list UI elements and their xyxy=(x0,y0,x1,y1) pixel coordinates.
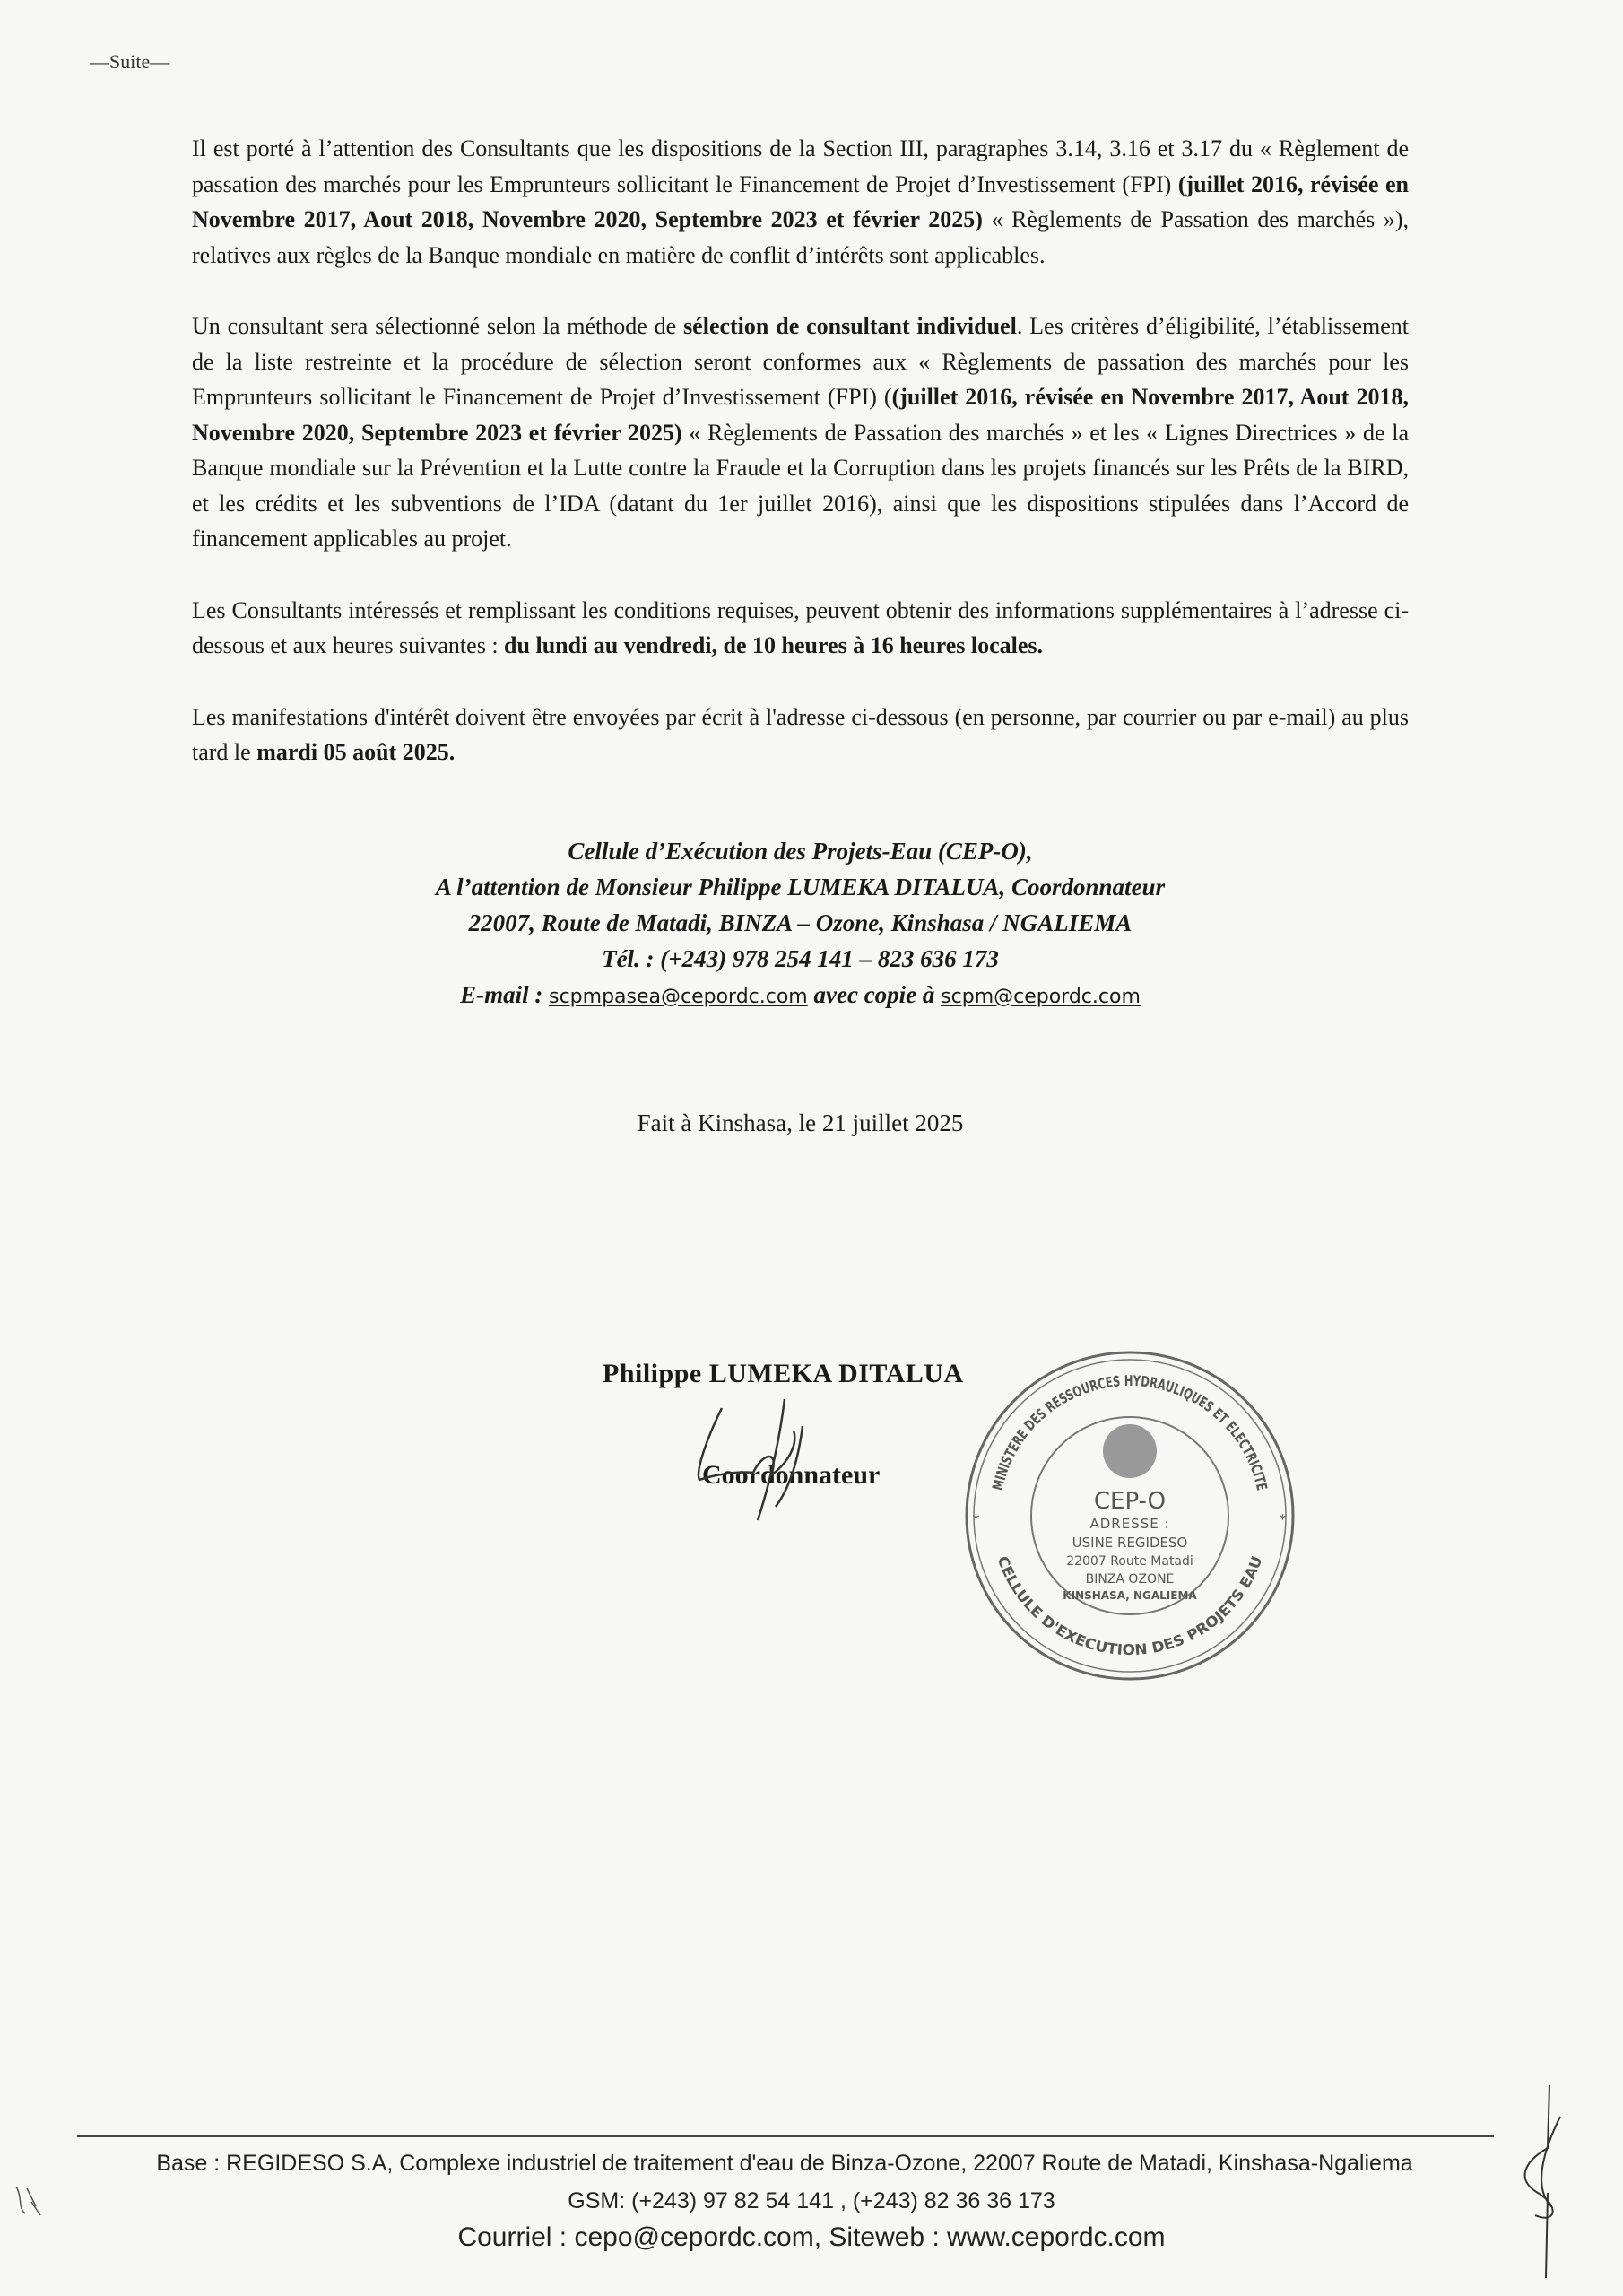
bold-text: (juillet 2016, révisée en Novembre 2017, Aout 2018, Novembre 2020, Septembre 2023 et février 2025) xyxy=(192,384,1409,446)
address-line-1: Cellule d’Exécution des Projets-Eau (CEP-O), xyxy=(568,837,1033,865)
continuation-header: —Suite— xyxy=(90,50,170,73)
body-text: Un consultant sera sélectionné selon la méthode de xyxy=(192,313,684,339)
stamp-star-icon: * xyxy=(1279,1510,1287,1528)
bold-text: sélection de consultant individuel xyxy=(683,313,1017,339)
letter-body xyxy=(192,131,1409,1141)
address-phone: Tél. : (+243) 978 254 141 – 823 636 173 xyxy=(602,944,999,972)
address-line-3: 22007, Route de Matadi, BINZA – Ozone, Kinshasa / NGALIEMA xyxy=(468,909,1133,936)
stamp-top-text: MINISTERE DES RESSOURCES HYDRAULIQUES ET ELECTRICITE xyxy=(988,1371,1271,1495)
signatory-role: Coordonnateur xyxy=(702,1460,881,1490)
body-text: Les Consultants intéressés et remplissant les conditions requises, peuvent obtenir des informations supplémentaires à l’adresse ci-dessous et aux heures suivantes : xyxy=(192,596,1409,658)
place-and-date: Fait à Kinshasa, le 21 juillet 2025 xyxy=(637,1109,964,1136)
bold-text: du lundi au vendredi, de 10 heures à 16 heures locales. xyxy=(504,632,1044,658)
address-email-line xyxy=(138,977,1462,1015)
handwritten-signature xyxy=(646,1363,915,1543)
footer-divider xyxy=(77,2135,1494,2137)
paragraph-information xyxy=(192,593,1409,664)
stamp-line-2: USINE REGIDESO xyxy=(1072,1535,1188,1551)
email-link-primary[interactable]: scpmpasea@cepordc.com xyxy=(549,985,808,1008)
svg-text:CELLULE D'EXECUTION DES PROJET xyxy=(994,1553,1266,1658)
footer-contact: Courriel : cepo@cepordc.com, Siteweb : www.cepordc.com xyxy=(457,2222,1166,2252)
body-text: « Règlements de Passation des marchés »), relatives aux règles de la Banque mondiale en matière de conflit d’intérêts sont applicables. xyxy=(192,206,1409,268)
paragraph-deadline xyxy=(192,700,1409,770)
email-link-copy[interactable]: scpm@cepordc.com xyxy=(941,985,1141,1008)
footer-phone: GSM: (+243) 97 82 54 141 , (+243) 82 36 36 173 xyxy=(568,2188,1055,2213)
stamp-title: CEP-O xyxy=(1093,1488,1167,1515)
paragraph-conflict-of-interest xyxy=(192,131,1409,273)
copy-label: avec copie à xyxy=(813,980,935,1008)
address-block xyxy=(138,833,1462,1015)
email-label: E-mail : xyxy=(460,980,543,1008)
stamp-line-4: BINZA OZONE xyxy=(1085,1572,1175,1587)
stamp-line-1: ADRESSE : xyxy=(1089,1516,1170,1532)
body-text: « Règlements de Passation des marchés » et les « Lignes Directrices » de la Banque mondiale sur la Prévention et la Lutte contre la Fraude et la Corruption dans les projets financés sur les Prêts de la BIRD, et les crédits et les subventions de l’IDA (datant du 1er juillet 2016), ainsi que les dispositions stipulées dans l’Accord de financement applicables au projet. xyxy=(192,419,1409,552)
bold-text: (juillet 2016, révisée en Novembre 2017, Aout 2018, Novembre 2020, Septembre 2023 et février 2025) xyxy=(192,170,1409,232)
footer-address: Base : REGIDESO S.A, Complexe industriel de traitement d'eau de Binza-Ozone, 22007 Route de Matadi, Kinshasa-Ngaliema xyxy=(156,2151,1413,2176)
stamp-logo-icon xyxy=(1103,1424,1157,1478)
body-text: . Les critères d’éligibilité, l’établissement de la liste restreinte et la procédure de sélection seront conformes aux « Règlements de passation des marchés pour les Emprunteurs sollicitant le Financement de Projet d’Investissement (FPI) ( xyxy=(192,313,1410,410)
official-stamp xyxy=(959,1345,1300,1686)
signatory-name: Philippe LUMEKA DITALUA xyxy=(603,1359,964,1388)
stamp-star-icon: * xyxy=(972,1510,980,1528)
body-text: Les manifestations d'intérêt doivent être envoyées par écrit à l'adresse ci-dessous (en personne, par courrier ou par e-mail) au plus tard le xyxy=(192,703,1409,765)
body-text: Il est porté à l’attention des Consultants que les dispositions de la Section III, paragraphes 3.14, 3.16 et 3.17 du « Règlement de passation des marchés pour les Emprunteurs sollicitant le Financement de Projet d’Investissement (FPI) xyxy=(192,135,1409,197)
bold-text: mardi 05 août 2025. xyxy=(256,739,456,765)
stamp-line-5: KINSHASA, NGALIEMA xyxy=(1063,1589,1197,1602)
stamp-line-3: 22007 Route Matadi xyxy=(1066,1554,1193,1569)
address-line-2: A l’attention de Monsieur Philippe LUMEKA DITALUA, Coordonnateur xyxy=(435,873,1166,900)
stamp-bottom-text: CELLULE D'EXECUTION DES PROJETS EAU xyxy=(994,1553,1266,1659)
paragraph-selection-method xyxy=(192,309,1409,557)
